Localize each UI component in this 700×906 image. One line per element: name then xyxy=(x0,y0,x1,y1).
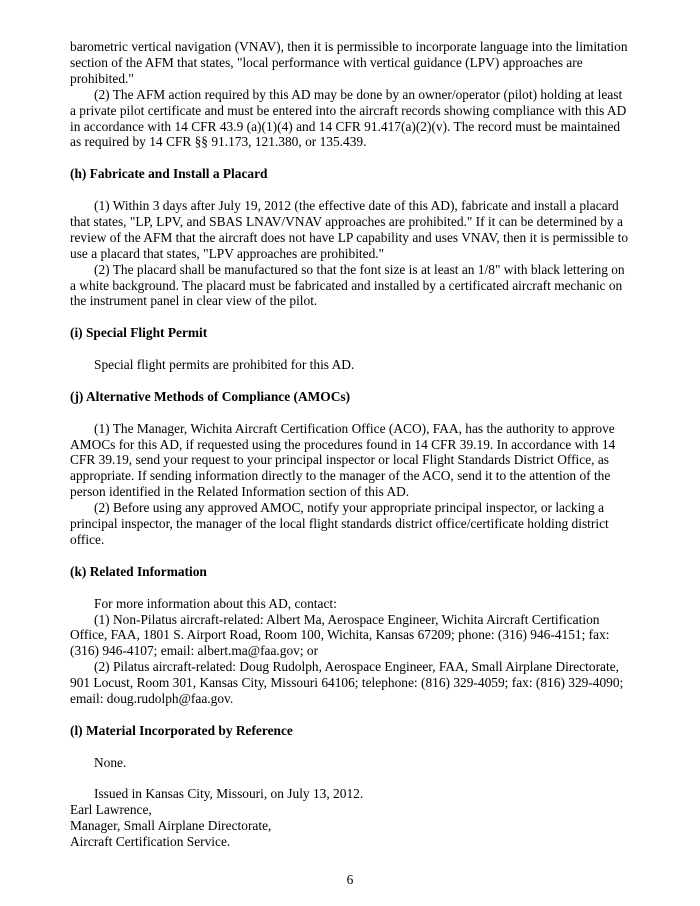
signature-block xyxy=(70,786,630,850)
section-k-lead: For more information about this AD, contact: xyxy=(94,595,337,611)
section-h-paragraph-2: (2) The placard shall be manufactured so that the font size is at least an 1/8" with black lettering on a white background. The placard must be fabricated and installed by a certificated aircraft mechanic on the instrument panel in clear view of the pilot. xyxy=(70,261,625,309)
signer-title: Manager, Small Airplane Directorate, xyxy=(70,818,272,834)
signer-org: Aircraft Certification Service. xyxy=(70,834,231,850)
section-k-paragraph-1: (1) Non-Pilatus aircraft-related: Albert Ma, Aerospace Engineer, Wichita Aircraft Certification Office, FAA, 1801 S. Airport Road, Room 100, Wichita, Kansas 67209; phone: (316) 946-4151; fax: (316) 946-4107; email: albert.ma@faa.gov; or xyxy=(70,611,610,659)
section-h-heading: (h) Fabricate and Install a Placard xyxy=(70,166,268,182)
section-k-heading: (k) Related Information xyxy=(70,563,207,579)
intro-paragraph-2: (2) The AFM action required by this AD may be done by an owner/operator (pilot) holding at least a private pilot certificate and must be entered into the aircraft records showing compliance with this AD in accordance with 14 CFR 43.9 (a)(1)(4) and 14 CFR 91.417(a)(2)(v). The record must be maintained as required by 14 CFR §§ 91.173, 121.380, or 135.439. xyxy=(70,86,627,150)
section-l-heading: (l) Material Incorporated by Reference xyxy=(70,722,293,738)
section-j-paragraph-2: (2) Before using any approved AMOC, notify your appropriate principal inspector, or lacking a principal inspector, the manager of the local flight standards district office/certificate holding district office. xyxy=(70,500,609,547)
page-number: 6 xyxy=(346,872,354,887)
section-i-paragraph-1: Special flight permits are prohibited for this AD. xyxy=(94,357,355,373)
issued-line: Issued in Kansas City, Missouri, on July 13, 2012. xyxy=(94,786,364,802)
section-k-paragraph-2: (2) Pilatus aircraft-related: Doug Rudolph, Aerospace Engineer, FAA, Small Airplane Directorate, 901 Locust, Room 301, Kansas City, Missouri 64106; telephone: (816) 329-4059; fax: (816) 329-4090; email: doug.rudolph@faa.gov. xyxy=(70,659,624,707)
document-page xyxy=(70,39,630,850)
signer-name: Earl Lawrence, xyxy=(70,802,152,818)
section-j-paragraph-1: (1) The Manager, Wichita Aircraft Certification Office (ACO), FAA, has the authority to approve AMOCs for this AD, if requested using the procedures found in 14 CFR 39.19. In accordance with 14 CFR 39.19, send your request to your principal inspector or local Flight Standards District Office, as appropriate. If sending information directly to the manager of the ACO, send it to the attention of the person identified in the Related Information section of this AD. xyxy=(70,420,616,500)
section-l-paragraph-1: None. xyxy=(94,754,127,770)
section-h-paragraph-1: (1) Within 3 days after July 19, 2012 (the effective date of this AD), fabricate and install a placard that states, "LP, LPV, and SBAS LNAV/VNAV approaches are prohibited." If it can be determined by a review of the AFM that the aircraft does not have LP capability and uses VNAV, then it is permissible to use a placard that states, "LPV approaches are prohibited." xyxy=(70,198,629,261)
section-i-heading: (i) Special Flight Permit xyxy=(70,325,208,341)
intro-continued-paragraph: barometric vertical navigation (VNAV), then it is permissible to incorporate language into the limitation section of the AFM that states, "local performance with vertical guidance (LPV) approaches are prohibited." xyxy=(70,39,628,86)
section-j-heading: (j) Alternative Methods of Compliance (AMOCs) xyxy=(70,388,351,404)
